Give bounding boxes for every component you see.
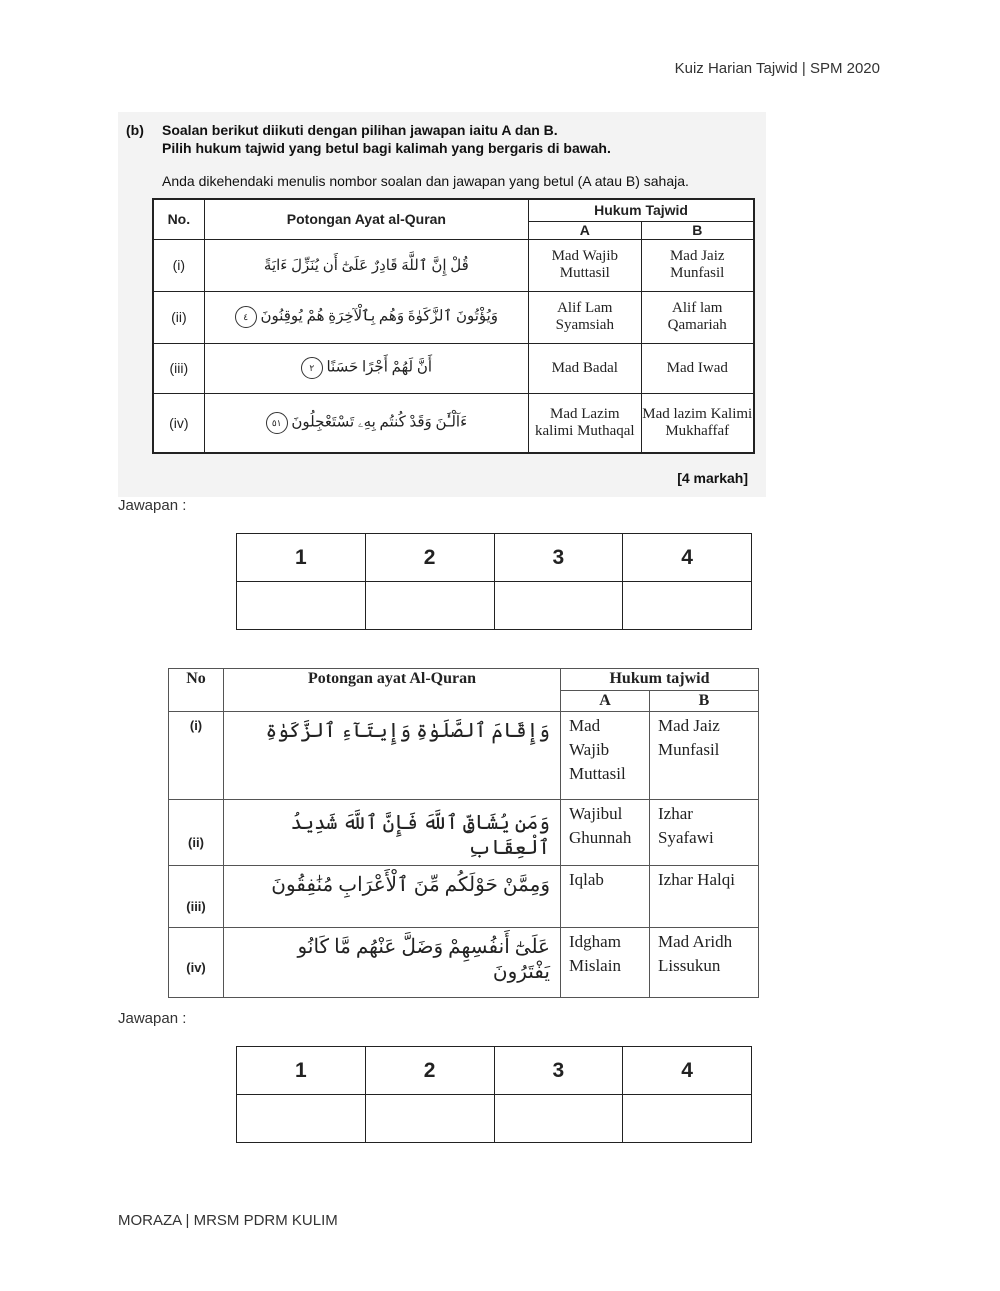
option-b: Mad Iwad [641, 343, 754, 393]
table-row [153, 239, 754, 291]
verse-end-marker: ٥١ [266, 412, 288, 434]
col-no-header: No. [153, 199, 204, 239]
option-a: Wajibul Ghunnah [561, 800, 650, 866]
instruction-line-1: Soalan berikut diikuti dengan pilihan jawapan iaitu A dan B. [162, 122, 558, 138]
ayat-text: أَنَّ لَهُمْ أَجْرًا حَسَنًا [326, 359, 433, 376]
table-row [153, 343, 754, 393]
ayat-text: وَمَن يُشَاقِّ ٱللَّهَ فَإِنَّ ٱللَّهَ شَدِيدُ ٱلْعِقَابِ [224, 800, 561, 866]
row-number: (i) [169, 712, 224, 800]
row-number: (i) [153, 239, 204, 291]
answer-cell-4[interactable] [623, 1095, 752, 1143]
jawapan-label-1: Jawapan : [118, 497, 187, 514]
table-row [169, 800, 759, 866]
answer-cell-1[interactable] [237, 582, 366, 630]
row-number: (iv) [169, 928, 224, 998]
ayat-cell [204, 291, 528, 343]
row-number: (ii) [153, 291, 204, 343]
page-header: Kuiz Harian Tajwid | SPM 2020 [674, 60, 880, 77]
col-a-header: A [561, 691, 650, 712]
option-a: Alif Lam Syamsiah [529, 291, 641, 343]
answer-header-1: 1 [237, 1047, 366, 1095]
ayat-text: قُلْ إِنَّ ٱللَّهَ قَادِرٌ عَلَىٰٓ أَن يُنَزِّلَ ءَايَةً [204, 239, 528, 291]
section-label: (b) [126, 122, 144, 138]
option-a: Mad Lazim kalimi Muthaqal [529, 393, 641, 453]
table-row [153, 393, 754, 453]
ayat-text: عَلَىٰٓ أَنفُسِهِمْ وَضَلَّ عَنْهُم مَّا كَانُوا۟ يَفْتَرُونَ [224, 928, 561, 998]
answer-header-2: 2 [365, 1047, 494, 1095]
ayat-text: ءَآلْـَٰٔنَ وَقَدْ كُنتُم بِهِۦ تَسْتَعْجِلُونَ [291, 414, 468, 431]
option-b: Izhar Halqi [650, 866, 759, 928]
verse-end-marker: ٤ [235, 306, 257, 328]
col-b-header: B [641, 221, 754, 239]
ayat-text: وَمِمَّنْ حَوْلَكُم مِّنَ ٱلْأَعْرَابِ مُنَٰفِقُونَ [224, 866, 561, 928]
answer-table-1 [236, 533, 752, 630]
ayat-cell [204, 343, 528, 393]
option-a: Mad Badal [529, 343, 641, 393]
ayat-text: وَإِقَامَ ٱلصَّلَوٰةِ وَإِيتَآءِ ٱلزَّكَوٰةِ [224, 712, 561, 800]
col-ayat-header: Potongan ayat Al-Quran [224, 669, 561, 712]
table-row [169, 712, 759, 800]
ayat-text: وَيُؤْتُونَ ٱلزَّكَوٰةَ وَهُم بِٱلْآخِرَةِ هُمْ يُوقِنُونَ [260, 308, 499, 325]
option-b: Mad Jaiz Munfasil [641, 239, 754, 291]
question-table-2 [168, 668, 759, 998]
instruction-line-2: Pilih hukum tajwid yang betul bagi kalimah yang bergaris di bawah. [162, 140, 611, 156]
answer-table-2 [236, 1046, 752, 1143]
question-table-1 [152, 198, 755, 454]
verse-end-marker: ٢ [301, 357, 323, 379]
answer-cell-3[interactable] [494, 582, 623, 630]
ayat-cell [204, 393, 528, 453]
answer-header-4: 4 [623, 1047, 752, 1095]
option-b: Mad lazim Kalimi Mukhaffaf [641, 393, 754, 453]
row-number: (iv) [153, 393, 204, 453]
option-b: Alif lam Qamariah [641, 291, 754, 343]
marks-label: [4 markah] [677, 470, 748, 486]
answer-cell-2[interactable] [365, 582, 494, 630]
option-b: Mad Jaiz Munfasil [650, 712, 759, 800]
answer-header-1: 1 [237, 534, 366, 582]
answer-cell-3[interactable] [494, 1095, 623, 1143]
answer-cell-1[interactable] [237, 1095, 366, 1143]
option-a: Mad Wajib Muttasil [561, 712, 650, 800]
table-row [169, 928, 759, 998]
option-b: Izhar Syafawi [650, 800, 759, 866]
col-hukum-header: Hukum tajwid [561, 669, 759, 691]
table-row [153, 291, 754, 343]
col-a-header: A [529, 221, 641, 239]
col-hukum-header: Hukum Tajwid [529, 199, 754, 221]
instruction-line-3: Anda dikehendaki menulis nombor soalan dan jawapan yang betul (A atau B) sahaja. [162, 173, 689, 189]
row-number: (ii) [169, 800, 224, 866]
row-number: (iii) [169, 866, 224, 928]
answer-header-3: 3 [494, 1047, 623, 1095]
answer-cell-4[interactable] [623, 582, 752, 630]
option-a: Idgham Mislain [561, 928, 650, 998]
page-footer: MORAZA | MRSM PDRM KULIM [118, 1212, 338, 1229]
answer-cell-2[interactable] [365, 1095, 494, 1143]
option-a: Iqlab [561, 866, 650, 928]
answer-header-4: 4 [623, 534, 752, 582]
row-number: (iii) [153, 343, 204, 393]
answer-header-3: 3 [494, 534, 623, 582]
table-row [169, 866, 759, 928]
answer-header-2: 2 [365, 534, 494, 582]
option-a: Mad Wajib Muttasil [529, 239, 641, 291]
col-ayat-header: Potongan Ayat al-Quran [204, 199, 528, 239]
option-b: Mad Aridh Lissukun [650, 928, 759, 998]
jawapan-label-2: Jawapan : [118, 1010, 187, 1027]
col-b-header: B [650, 691, 759, 712]
col-no-header: No [169, 669, 224, 712]
